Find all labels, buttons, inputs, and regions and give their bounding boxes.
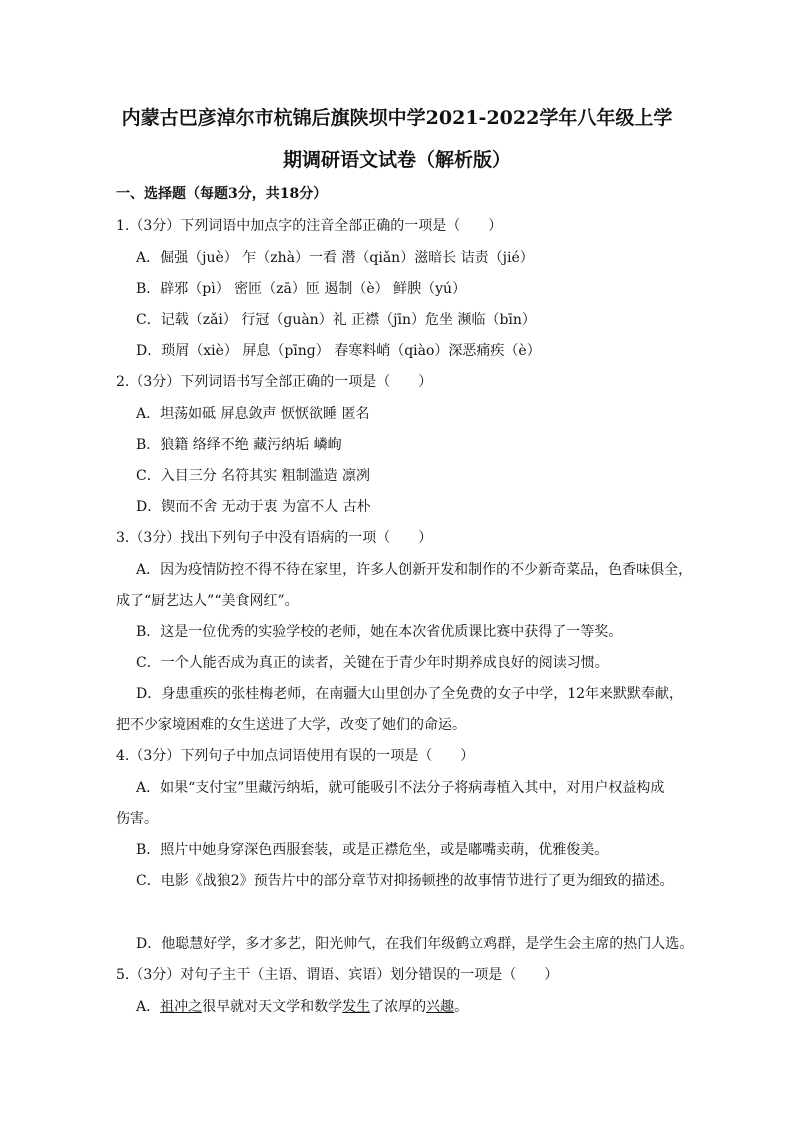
sentence-middle: 很早就对天文学和数学 [202, 999, 343, 1015]
question-2-option-c: C．入目三分 名符其实 粗制滥造 凛冽 [136, 468, 371, 484]
question-1-option-d: D．琐屑（xiè） 屏息（pīnɡ） 春寒料峭（qiào）深恶痛疾（è） [136, 343, 541, 359]
section-heading: 一、选择题（每题3分，共18分） [116, 186, 328, 202]
question-1-option-c: C．记载（zǎi） 行冠（ɡuàn）礼 正襟（jīn）危坐 濒临（bīn） [136, 312, 536, 328]
sentence-end: 。 [454, 999, 469, 1015]
subject-underline: 祖冲之 [160, 999, 203, 1015]
option-letter: A． [136, 999, 161, 1015]
question-3-option-c: C．一个人能否成为真正的读者，关键在于青少年时期养成良好的阅读习惯。 [136, 655, 609, 671]
question-2-option-a: A．坦荡如砥 屏息敛声 恹恹欲睡 匿名 [136, 406, 370, 422]
question-4-stem: 4.（3分）下列句子中加点词语使用有误的一项是（ ） [116, 748, 475, 764]
question-1-option-a: A．倔强（juè） 乍（zhà）一看 潜（qiǎn）滋暗长 诘责（jié） [136, 250, 534, 266]
question-5-option-a [136, 997, 468, 1017]
question-2-stem: 2.（3分）下列词语书写全部正确的一项是（ ） [116, 374, 433, 390]
question-4-option-a-cont: 伤害。 [116, 811, 158, 827]
question-4-option-d: D．他聪慧好学，多才多艺，阳光帅气，在我们年级鹤立鸡群，是学生会主席的热门人选。 [136, 936, 694, 952]
title-line-2: 期调研语文试卷（解析版） [282, 149, 511, 171]
object-underline: 兴趣 [426, 999, 455, 1015]
question-2-option-b: B．狼籍 络绎不绝 藏污纳垢 嶙峋 [136, 437, 342, 453]
question-3-option-a: A．因为疫情防控不得不待在家里，许多人创新开发和制作的不少新奇菜品，色香味俱全， [136, 562, 693, 578]
question-4-option-a: A．如果“支付宝”里藏污纳垢，就可能吸引不法分子将病毒植入其中，对用户权益构成 [136, 780, 665, 796]
question-3-option-d-cont: 把不少家境困难的女生送进了大学，改变了她们的命运。 [116, 717, 466, 733]
question-4-option-c: C．电影《战狼2》预告片中的部分章节对抑扬顿挫的故事情节进行了更为细致的描述。 [136, 873, 674, 889]
question-1-option-b: B．辟邪（pì） 密匝（zā）匝 遏制（è） 鲜腴（yú） [136, 281, 467, 297]
question-3-option-d: D．身患重疾的张桂梅老师，在南疆大山里创办了全免费的女子中学，12年来默默奉献， [136, 686, 684, 702]
question-4-option-b: B．照片中她身穿深色西服套装，或是正襟危坐，或是嘟嘴卖萌，优雅俊美。 [136, 842, 609, 858]
sentence-middle-2: 了浓厚的 [370, 999, 427, 1015]
question-1-stem: 1.（3分）下列词语中加点字的注音全部正确的一项是（ ） [116, 218, 503, 234]
title-line-1: 内蒙古巴彦淖尔市杭锦后旗陕坝中学2021-2022学年八年级上学 [121, 107, 673, 129]
question-5-stem: 5.（3分）对句子主干（主语、谓语、宾语）划分错误的一项是（ ） [116, 967, 559, 983]
question-3-option-a-cont: 成了“厨艺达人”“美食网红”。 [116, 593, 299, 609]
question-2-option-d: D．锲而不舍 无动于衷 为富不人 古朴 [136, 499, 371, 515]
question-3-option-b: B．这是一位优秀的实验学校的老师，她在本次省优质课比赛中获得了一等奖。 [136, 624, 623, 640]
question-3-stem: 3.（3分）找出下列句子中没有语病的一项（ ） [116, 530, 433, 546]
predicate-underline: 发生 [342, 999, 371, 1015]
